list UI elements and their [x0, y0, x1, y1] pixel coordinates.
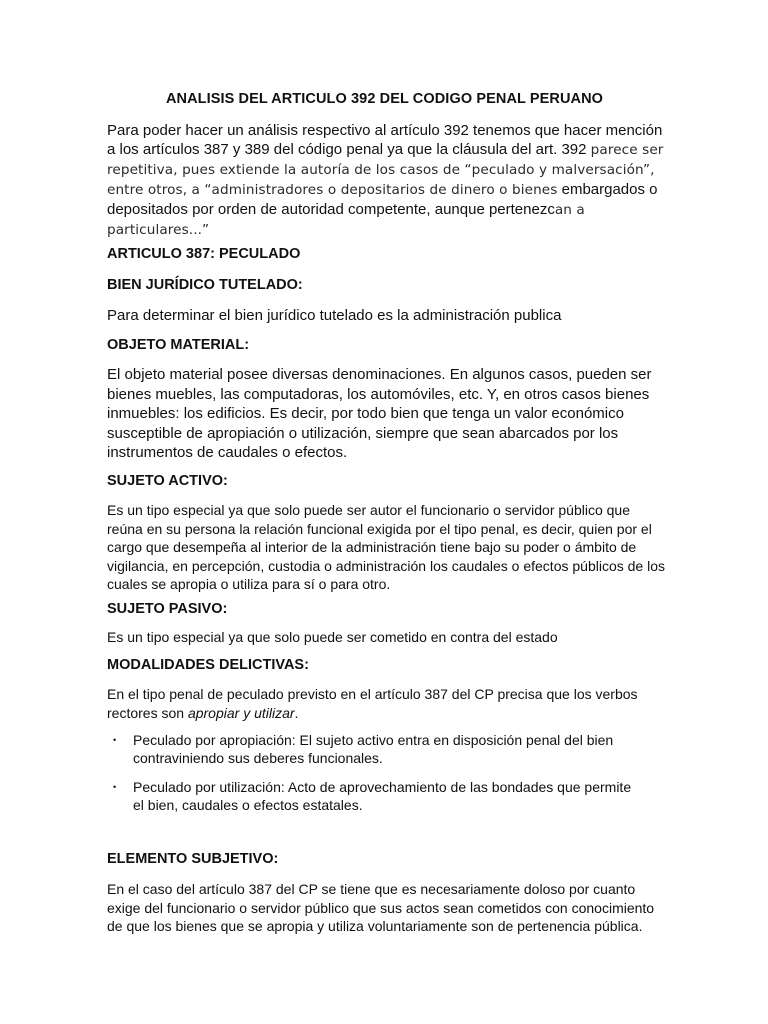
elemento-subjetivo-text: En el caso del artículo 387 del CP se tiene que es necesariamente doloso por cuanto exige del funcionario o servidor público que sus actos sean cometidos con conocimiento de que los bienes que se apropia y utiliza voluntariamente son de pertenencia pública.: [107, 881, 655, 934]
intro-text-part1: Para poder hacer un análisis respectivo al artículo 392 tenemos que hacer mención a los artículos 387 y 389 del código penal ya que la cláusula del art. 392: [107, 122, 663, 158]
modalidades-text-end: .: [294, 704, 299, 721]
heading-objeto-material: OBJETO MATERIAL:: [107, 337, 250, 353]
intro-text-part3: embargados o depositados por orden de autoridad competente, aunque pertenezc: [107, 181, 658, 218]
document-title: ANALISIS DEL ARTICULO 392 DEL CODIGO PENAL PERUANO: [165, 91, 604, 107]
heading-bien-juridico: BIEN JURÍDICO TUTELADO:: [107, 277, 303, 293]
heading-modalidades-delictivas: MODALIDADES DELICTIVAS:: [107, 657, 309, 673]
heading-articulo-387: ARTICULO 387: PECULADO: [107, 246, 301, 262]
intro-text-part4: an a particulares...”: [107, 202, 585, 238]
list-item-text: Peculado por apropiación: El sujeto activo entra en disposición penal del bien contraviniendo sus deberes funcionales.: [133, 732, 614, 766]
heading-sujeto-activo: SUJETO ACTIVO:: [107, 473, 228, 489]
bullet-icon: •: [113, 782, 117, 792]
sujeto-pasivo-text: Es un tipo especial ya que solo puede ser cometido en contra del estado: [107, 629, 558, 645]
intro-paragraph: [107, 121, 667, 240]
bien-juridico-text: Para determinar el bien jurídico tutelado es la administración publica: [107, 307, 562, 324]
heading-sujeto-pasivo: SUJETO PASIVO:: [107, 601, 228, 617]
sujeto-activo-text: Es un tipo especial ya que solo puede ser autor el funcionario o servidor público que reúna en su persona la relación funcional exigida por el tipo penal, es decir, quien por el cargo que desempeña al interior de la administración tiene bajo su poder o ámbito de vigilancia, en percepción, custodia o administración los caudales o efectos públicos de los cuales se apropia o utiliza para sí o para otro.: [107, 502, 665, 592]
modalidades-text-main: En el tipo penal de peculado previsto en el artículo 387 del CP precisa que los verbos rectores son: [107, 686, 638, 721]
objeto-material-text: El objeto material posee diversas denominaciones. En algunos casos, pueden ser bienes muebles, las computadoras, los automóviles, etc. Y, en otros casos bienes inmuebles: los edificios. Es decir, por todo bien que tenga un valor económico susceptible de apropiación o utilización, siempre que sean abarcados por los instrumentos de caudales o efectos.: [107, 366, 652, 461]
list-item-text: Peculado por utilización: Acto de aprovechamiento de las bondades que permite el bien, caudales o efectos estatales.: [133, 779, 632, 813]
modalidades-text: [107, 685, 665, 722]
intro-text-part2: parece ser repetitiva, pues extiende la autoría de los casos de “peculado y malversación”, entre otros, a “administradores o depositarios de dinero o bienes: [107, 142, 664, 198]
modalidades-text-italic: apropiar y utilizar: [187, 704, 295, 721]
bullet-icon: •: [113, 735, 117, 745]
heading-elemento-subjetivo: ELEMENTO SUBJETIVO:: [107, 851, 279, 867]
